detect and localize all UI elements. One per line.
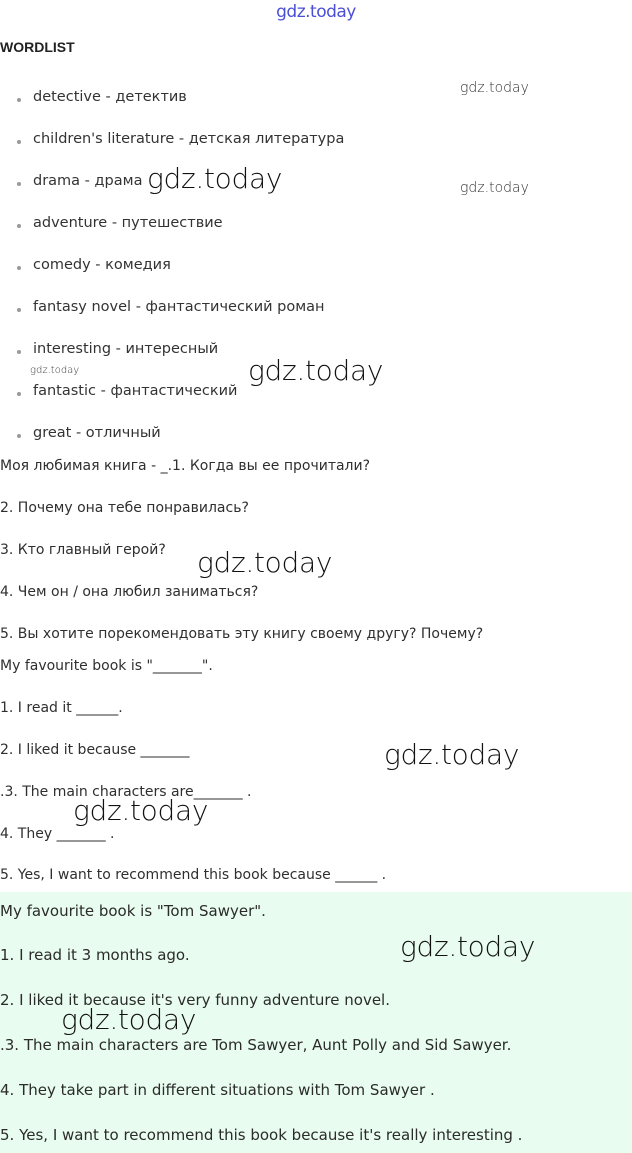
wordlist-item-text: detective - детектив	[33, 89, 187, 105]
russian-task-line: 4. Чем он / она любил заниматься?	[0, 584, 259, 600]
bullet-icon	[17, 266, 21, 270]
bullet-icon	[17, 224, 21, 228]
watermark: gdz.today	[400, 930, 536, 963]
answer-line: .3. The main characters are Tom Sawyer, Aunt Polly and Sid Sawyer.	[0, 1036, 512, 1054]
wordlist-item-text: adventure - путешествие	[33, 215, 223, 231]
bullet-icon	[17, 392, 21, 396]
watermark: gdz.today	[248, 354, 384, 387]
english-task-line: 2. I liked it because _______	[0, 742, 190, 758]
wordlist-item-text: fantasy novel - фантастический роман	[33, 299, 325, 315]
answer-line: 4. They take part in different situations with Tom Sawyer .	[0, 1081, 435, 1099]
watermark: gdz.today	[197, 546, 333, 579]
english-task-line: 4. They _______ .	[0, 826, 115, 842]
english-task-line: .3. The main characters are_______ .	[0, 784, 252, 800]
bullet-icon	[17, 308, 21, 312]
answer-line: 5. Yes, I want to recommend this book because it's really interesting .	[0, 1126, 523, 1144]
english-task-line: 5. Yes, I want to recommend this book because ______ .	[0, 867, 387, 883]
watermark: gdz.today	[384, 738, 520, 771]
watermark: gdz.today	[147, 162, 283, 195]
wordlist-item-text: great - отличный	[33, 425, 161, 441]
watermark: gdz.today	[460, 80, 529, 96]
wordlist-item-text: fantastic - фантастический	[33, 383, 238, 399]
wordlist-item-text: drama - драма	[33, 173, 143, 189]
bullet-icon	[17, 140, 21, 144]
english-task-line: 1. I read it ______.	[0, 700, 123, 716]
watermark: gdz.today	[30, 365, 80, 376]
russian-task-line: 5. Вы хотите порекомендовать эту книгу своему другу? Почему?	[0, 626, 484, 642]
answer-line: 1. I read it 3 months ago.	[0, 946, 190, 964]
watermark: gdz.today	[61, 1003, 197, 1036]
russian-task-line: 2. Почему она тебе понравилась?	[0, 500, 249, 516]
russian-task-line: 3. Кто главный герой?	[0, 542, 166, 558]
site-logo[interactable]: gdz.today	[276, 2, 356, 22]
bullet-icon	[17, 182, 21, 186]
bullet-icon	[17, 434, 21, 438]
wordlist-item-text: comedy - комедия	[33, 257, 171, 273]
russian-task-line: Моя любимая книга - _.1. Когда вы ее прочитали?	[0, 458, 371, 474]
wordlist-item-text: interesting - интересный	[33, 341, 219, 357]
watermark: gdz.today	[73, 794, 209, 827]
bullet-icon	[17, 98, 21, 102]
bullet-icon	[17, 350, 21, 354]
answer-title: My favourite book is "Tom Sawyer".	[0, 902, 266, 920]
wordlist-title: WORDLIST	[0, 39, 75, 55]
watermark: gdz.today	[460, 180, 529, 196]
answer-line: 2. I liked it because it's very funny adventure novel.	[0, 991, 390, 1009]
wordlist-item-text: children's literature - детская литература	[33, 131, 345, 147]
english-task-title: My favourite book is "_______".	[0, 658, 213, 674]
